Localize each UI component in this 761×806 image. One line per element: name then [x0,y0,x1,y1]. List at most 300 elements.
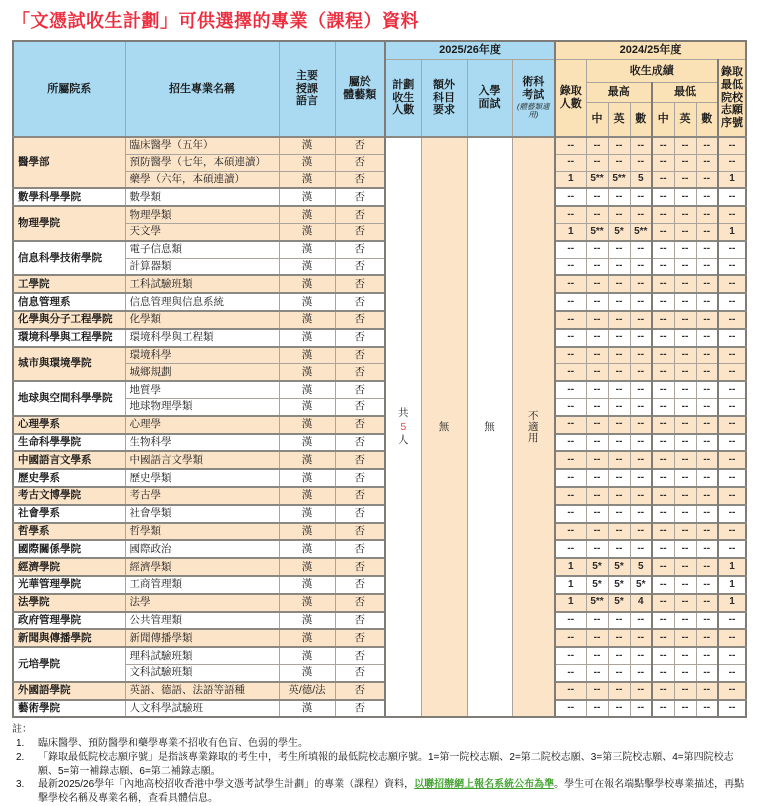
faculty-cell: 國際關係學院 [13,540,125,558]
arts-cell: 否 [335,171,385,188]
min-chinese-cell: -- [652,664,674,681]
admitted-count-cell: -- [555,540,586,558]
note-text-pre: 最新2025/26學年「內地高校招收香港中學文憑考試學生計劃」的專業（課程）資料， [38,779,415,791]
max-chinese-cell: 5** [586,171,608,188]
arts-cell: 否 [335,469,385,487]
arts-cell: 否 [335,154,385,171]
admitted-count-cell: 1 [555,171,586,188]
header-admitted-count: 錄取 人數 [555,60,586,138]
min-chinese-cell: -- [652,223,674,240]
language-cell: 漢 [279,647,335,664]
min-english-cell: -- [674,311,696,329]
admitted-count-cell: -- [555,188,586,206]
language-cell: 漢 [279,275,335,293]
min-chinese-cell: -- [652,700,674,718]
max-chinese-cell: -- [586,540,608,558]
program-cell: 計算器類 [125,258,279,275]
lowest-choice-cell: -- [718,241,746,258]
max-chinese-cell: -- [586,505,608,523]
max-english-cell: -- [608,275,630,293]
max-math-cell: -- [630,629,652,647]
language-cell: 漢 [279,629,335,647]
program-cell: 文科試驗班類 [125,664,279,681]
program-cell: 電子信息類 [125,241,279,258]
max-math-cell: -- [630,364,652,381]
lowest-choice-cell: -- [718,154,746,171]
max-english-cell: 5* [608,223,630,240]
min-english-cell: -- [674,154,696,171]
admitted-count-cell: -- [555,154,586,171]
min-english-cell: -- [674,381,696,398]
min-math-cell: -- [696,241,718,258]
notes-section [12,723,753,806]
language-cell: 漢 [279,381,335,398]
program-cell: 國際政治 [125,540,279,558]
min-chinese-cell: -- [652,612,674,630]
program-cell: 工科試驗班類 [125,275,279,293]
max-english-cell: -- [608,416,630,434]
min-chinese-cell: -- [652,647,674,664]
admitted-count-cell: -- [555,647,586,664]
table-row [13,487,746,505]
program-cell: 社會學類 [125,505,279,523]
min-math-cell: -- [696,469,718,487]
program-cell: 天文學 [125,223,279,240]
max-english-cell: 5** [608,171,630,188]
planned-intake-text: 共 [398,407,409,420]
lowest-choice-cell: -- [718,275,746,293]
max-math-cell: -- [630,293,652,311]
min-math-cell: -- [696,137,718,154]
language-cell: 漢 [279,223,335,240]
min-english-cell: -- [674,364,696,381]
lowest-choice-cell: -- [718,469,746,487]
admitted-count-cell: -- [555,612,586,630]
max-chinese-cell: -- [586,700,608,718]
table-row [13,629,746,647]
min-chinese-cell: -- [652,188,674,206]
min-chinese-cell: -- [652,171,674,188]
min-math-cell: -- [696,329,718,347]
max-english-cell: -- [608,451,630,469]
min-english-cell: -- [674,416,696,434]
min-math-cell: -- [696,398,718,415]
note-item-1 [12,737,753,751]
max-english-cell: -- [608,381,630,398]
program-cell: 經濟學類 [125,558,279,576]
max-chinese-cell: -- [586,275,608,293]
lowest-choice-cell: -- [718,612,746,630]
header-extra-subject: 額外 科目 要求 [421,60,467,138]
min-math-cell: -- [696,258,718,275]
max-english-cell: -- [608,434,630,452]
admitted-count-cell: -- [555,505,586,523]
max-math-cell: -- [630,505,652,523]
min-chinese-cell: -- [652,398,674,415]
max-chinese-cell: -- [586,258,608,275]
admitted-count-cell: 1 [555,223,586,240]
admitted-count-cell: -- [555,347,586,364]
faculty-cell: 地球與空間科學學院 [13,381,125,416]
language-cell: 漢 [279,451,335,469]
max-english-cell: -- [608,188,630,206]
header-max-math: 數 [630,103,652,138]
max-math-cell: -- [630,398,652,415]
min-math-cell: -- [696,347,718,364]
min-english-cell: -- [674,576,696,594]
extra-subject-cell: 無 [421,137,467,717]
header-faculty: 所屬院系 [13,41,125,137]
admitted-count-cell: -- [555,293,586,311]
min-math-cell: -- [696,612,718,630]
language-cell: 漢 [279,505,335,523]
min-chinese-cell: -- [652,347,674,364]
max-english-cell: -- [608,523,630,541]
arts-cell: 否 [335,416,385,434]
program-cell: 物理學類 [125,206,279,223]
language-cell: 漢 [279,347,335,364]
header-year-2024-25: 2024/25年度 [555,41,746,60]
faculty-cell: 經濟學院 [13,558,125,576]
faculty-cell: 化學與分子工程學院 [13,311,125,329]
faculty-cell: 信息管理系 [13,293,125,311]
max-chinese-cell: 5** [586,594,608,612]
arts-cell: 否 [335,223,385,240]
arts-cell: 否 [335,505,385,523]
language-cell: 漢 [279,188,335,206]
max-chinese-cell: -- [586,206,608,223]
lowest-choice-cell: -- [718,311,746,329]
max-english-cell: -- [608,398,630,415]
program-cell: 歷史學類 [125,469,279,487]
table-row [13,188,746,206]
arts-cell: 否 [335,293,385,311]
max-english-cell: -- [608,137,630,154]
table-row [13,469,746,487]
min-math-cell: -- [696,223,718,240]
faculty-cell: 社會學系 [13,505,125,523]
table-row [13,612,746,630]
min-english-cell: -- [674,451,696,469]
arts-cell: 否 [335,451,385,469]
lowest-choice-cell: 1 [718,594,746,612]
min-math-cell: -- [696,523,718,541]
program-cell: 城鄉規劃 [125,364,279,381]
lowest-choice-cell: -- [718,347,746,364]
table-header [13,41,746,137]
max-english-cell: -- [608,241,630,258]
min-chinese-cell: -- [652,487,674,505]
min-math-cell: -- [696,664,718,681]
max-chinese-cell: -- [586,451,608,469]
max-chinese-cell: -- [586,523,608,541]
max-math-cell: -- [630,311,652,329]
language-cell: 漢 [279,487,335,505]
program-cell: 化學類 [125,311,279,329]
min-chinese-cell: -- [652,241,674,258]
faculty-cell: 法學院 [13,594,125,612]
max-english-cell: 5* [608,558,630,576]
min-chinese-cell: -- [652,381,674,398]
admitted-count-cell: -- [555,451,586,469]
note-text-post: 。學生可在報名端點擊學校專業描述，再點擊學校名稱及專業名稱，查看具體信息。 [38,779,745,805]
table-row [13,275,746,293]
min-math-cell: -- [696,629,718,647]
min-english-cell: -- [674,700,696,718]
table-body [13,137,746,717]
lowest-choice-cell: -- [718,682,746,700]
header-min-scores: 最低 [652,83,718,103]
language-cell: 漢 [279,329,335,347]
language-cell: 漢 [279,241,335,258]
arts-cell: 否 [335,329,385,347]
max-math-cell: -- [630,329,652,347]
faculty-cell: 工學院 [13,275,125,293]
program-cell: 信息管理與信息系統 [125,293,279,311]
interview-cell: 無 [467,137,512,717]
max-english-cell: -- [608,311,630,329]
arts-cell: 否 [335,700,385,718]
max-chinese-cell: -- [586,329,608,347]
planned-intake-cell [385,137,421,717]
lowest-choice-cell: 1 [718,576,746,594]
note-number: 3. [16,779,25,791]
arts-cell: 否 [335,311,385,329]
arts-cell: 否 [335,647,385,664]
max-english-cell: 5* [608,576,630,594]
min-chinese-cell: -- [652,275,674,293]
program-cell: 藥學（六年，本碩連讀） [125,171,279,188]
max-chinese-cell: -- [586,416,608,434]
table-row [13,241,746,258]
faculty-cell: 新聞與傳播學院 [13,629,125,647]
language-cell: 漢 [279,558,335,576]
min-chinese-cell: -- [652,293,674,311]
max-chinese-cell: -- [586,381,608,398]
program-cell: 心理學 [125,416,279,434]
note-text: 臨床醫學、預防醫學和藥學專業不招收有色盲、色弱的學生。 [38,738,308,750]
program-cell: 新聞傳播學類 [125,629,279,647]
min-math-cell: -- [696,558,718,576]
max-chinese-cell: -- [586,398,608,415]
min-english-cell: -- [674,523,696,541]
programs-table [12,40,747,718]
lowest-choice-cell: -- [718,329,746,347]
header-max-english: 英 [608,103,630,138]
min-english-cell: -- [674,558,696,576]
language-cell: 漢 [279,154,335,171]
lowest-choice-cell: -- [718,364,746,381]
min-english-cell: -- [674,487,696,505]
lowest-choice-cell: -- [718,258,746,275]
min-math-cell: -- [696,416,718,434]
max-math-cell: -- [630,682,652,700]
max-chinese-cell: 5* [586,558,608,576]
program-cell: 生物科學 [125,434,279,452]
min-chinese-cell: -- [652,364,674,381]
min-math-cell: -- [696,647,718,664]
faculty-cell: 中國語言文學系 [13,451,125,469]
max-chinese-cell: -- [586,311,608,329]
arts-cell: 否 [335,540,385,558]
program-cell: 環境科學 [125,347,279,364]
min-math-cell: -- [696,188,718,206]
faculty-cell: 外國語學院 [13,682,125,700]
min-math-cell: -- [696,381,718,398]
language-cell: 漢 [279,398,335,415]
max-english-cell: -- [608,647,630,664]
min-chinese-cell: -- [652,594,674,612]
min-english-cell: -- [674,594,696,612]
table-row [13,523,746,541]
min-chinese-cell: -- [652,682,674,700]
header-max-scores: 最高 [586,83,652,103]
lowest-choice-cell: 1 [718,223,746,240]
min-chinese-cell: -- [652,523,674,541]
program-cell: 人文科學試驗班 [125,700,279,718]
max-english-cell: -- [608,293,630,311]
min-chinese-cell: -- [652,329,674,347]
planned-intake-text: 5 [400,420,407,433]
arts-cell: 否 [335,347,385,364]
faculty-cell: 歷史學系 [13,469,125,487]
admitted-count-cell: -- [555,629,586,647]
min-chinese-cell: -- [652,558,674,576]
table-row [13,381,746,398]
min-math-cell: -- [696,206,718,223]
min-english-cell: -- [674,275,696,293]
admitted-count-cell: -- [555,381,586,398]
lowest-choice-cell: -- [718,700,746,718]
max-english-cell: -- [608,258,630,275]
faculty-cell: 生命科學學院 [13,434,125,452]
min-chinese-cell: -- [652,469,674,487]
max-english-cell: -- [608,487,630,505]
min-math-cell: -- [696,576,718,594]
arts-cell: 否 [335,241,385,258]
arts-cell: 否 [335,137,385,154]
admitted-count-cell: -- [555,434,586,452]
min-english-cell: -- [674,223,696,240]
admitted-count-cell: -- [555,137,586,154]
min-chinese-cell: -- [652,451,674,469]
min-chinese-cell: -- [652,206,674,223]
faculty-cell: 政府管理學院 [13,612,125,630]
admitted-count-cell: 1 [555,594,586,612]
min-english-cell: -- [674,469,696,487]
faculty-cell: 心理學系 [13,416,125,434]
min-chinese-cell: -- [652,311,674,329]
language-cell: 漢 [279,700,335,718]
min-math-cell: -- [696,364,718,381]
planned-intake-text: 人 [398,433,409,446]
language-cell: 漢 [279,416,335,434]
max-chinese-cell: -- [586,682,608,700]
max-math-cell: 5** [630,223,652,240]
min-chinese-cell: -- [652,540,674,558]
min-math-cell: -- [696,434,718,452]
table-row [13,647,746,664]
max-math-cell: -- [630,347,652,364]
header-min-chinese: 中 [652,103,674,138]
max-math-cell: -- [630,275,652,293]
arts-cell: 否 [335,206,385,223]
header-min-english: 英 [674,103,696,138]
practical-exam-cell: 不 適 用 [512,137,555,717]
max-math-cell: -- [630,434,652,452]
program-cell: 英語、德語、法語等語種 [125,682,279,700]
max-math-cell: -- [630,206,652,223]
program-cell: 環境科學與工程類 [125,329,279,347]
program-cell: 預防醫學（七年，本碩連讀） [125,154,279,171]
note-number: 1. [16,738,25,750]
arts-cell: 否 [335,629,385,647]
min-english-cell: -- [674,647,696,664]
table-row [13,416,746,434]
max-chinese-cell: 5** [586,223,608,240]
max-math-cell: -- [630,523,652,541]
language-cell: 漢 [279,523,335,541]
admitted-count-cell: -- [555,487,586,505]
arts-cell: 否 [335,682,385,700]
max-math-cell: -- [630,451,652,469]
max-english-cell: -- [608,154,630,171]
language-cell: 漢 [279,540,335,558]
max-english-cell: -- [608,664,630,681]
enrollment-system-link[interactable]: 以聯招辦網上報名系統公布為準 [414,779,555,791]
max-chinese-cell: -- [586,487,608,505]
header-program: 招生專業名稱 [125,41,279,137]
table-row [13,576,746,594]
lowest-choice-cell: -- [718,434,746,452]
min-english-cell: -- [674,347,696,364]
min-math-cell: -- [696,505,718,523]
arts-cell: 否 [335,398,385,415]
min-english-cell: -- [674,188,696,206]
language-cell: 漢 [279,293,335,311]
min-english-cell: -- [674,206,696,223]
header-year-2025-26: 2025/26年度 [385,41,555,60]
practical-exam-note: (體藝類適用) [517,102,550,120]
min-chinese-cell: -- [652,434,674,452]
min-english-cell: -- [674,241,696,258]
max-english-cell: -- [608,682,630,700]
note-item-2 [12,751,753,779]
max-chinese-cell: 5* [586,576,608,594]
max-math-cell: -- [630,416,652,434]
arts-cell: 否 [335,275,385,293]
max-english-cell: -- [608,505,630,523]
arts-cell: 否 [335,594,385,612]
max-math-cell: -- [630,664,652,681]
faculty-cell: 哲學系 [13,523,125,541]
faculty-cell: 數學科學學院 [13,188,125,206]
min-english-cell: -- [674,293,696,311]
header-language: 主要 授課 語言 [279,41,335,137]
max-math-cell: -- [630,540,652,558]
program-cell: 哲學類 [125,523,279,541]
max-math-cell: 5 [630,558,652,576]
admitted-count-cell: 1 [555,558,586,576]
min-math-cell: -- [696,451,718,469]
arts-cell: 否 [335,364,385,381]
language-cell: 漢 [279,664,335,681]
max-math-cell: -- [630,612,652,630]
max-chinese-cell: -- [586,347,608,364]
min-chinese-cell: -- [652,416,674,434]
lowest-choice-cell: -- [718,416,746,434]
admitted-count-cell: -- [555,329,586,347]
